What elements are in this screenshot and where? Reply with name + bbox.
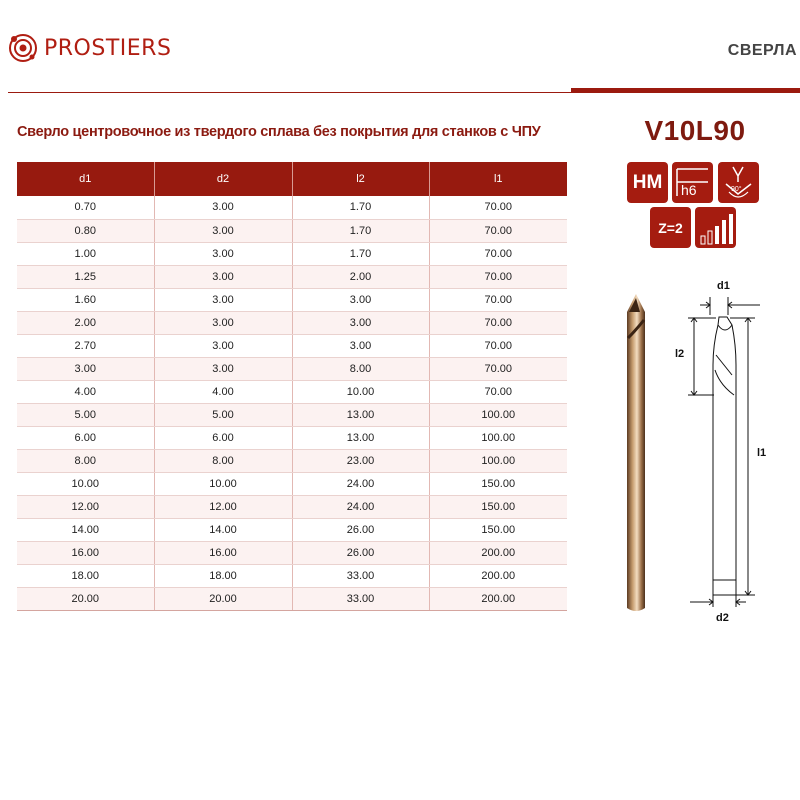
logo-icon [8,33,38,63]
table-cell: 70.00 [429,288,567,311]
table-cell: 200.00 [429,564,567,587]
table-cell: 1.70 [292,242,429,265]
table-cell: 33.00 [292,564,429,587]
table-cell: 200.00 [429,541,567,564]
table-cell: 6.00 [154,426,292,449]
table-cell: 1.70 [292,219,429,242]
table-cell: 150.00 [429,518,567,541]
table-cell: 3.00 [154,219,292,242]
flutes-badge [650,207,691,248]
application-bars-icon [695,207,736,248]
application-badge [695,207,736,248]
table-cell: 3.00 [154,196,292,219]
table-cell: 100.00 [429,403,567,426]
material-badge [627,162,668,203]
table-cell: 33.00 [292,587,429,610]
table-cell: 2.70 [17,334,154,357]
table-row [17,518,567,541]
table-row [17,380,567,403]
table-cell: 70.00 [429,265,567,288]
table-cell: 3.00 [154,311,292,334]
label-l2: l2 [675,348,685,360]
material-label: HM [632,171,663,193]
table-cell: 70.00 [429,311,567,334]
label-d2: d2 [716,612,729,624]
shank-tolerance-badge [672,162,713,203]
table-cell: 3.00 [154,334,292,357]
column-header: l2 [292,162,429,196]
table-cell: 1.25 [17,265,154,288]
table-cell: 1.70 [292,196,429,219]
table-row [17,334,567,357]
table-row [17,541,567,564]
table-cell: 100.00 [429,449,567,472]
table-cell: 24.00 [292,495,429,518]
table-cell: 12.00 [154,495,292,518]
table-cell: 5.00 [17,403,154,426]
table-cell: 4.00 [154,380,292,403]
table-cell: 3.00 [154,265,292,288]
column-header: l1 [429,162,567,196]
table-cell: 3.00 [154,357,292,380]
point-angle-label: 90° [731,186,742,193]
table-cell: 10.00 [17,472,154,495]
table-cell: 20.00 [154,587,292,610]
table-cell: 1.00 [17,242,154,265]
table-cell: 16.00 [154,541,292,564]
table-cell: 8.00 [154,449,292,472]
table-cell: 0.80 [17,219,154,242]
table-cell: 5.00 [154,403,292,426]
table-row [17,449,567,472]
table-cell: 3.00 [292,334,429,357]
table-cell: 2.00 [292,265,429,288]
table-cell: 13.00 [292,403,429,426]
table-row [17,219,567,242]
point-angle-badge [718,162,759,203]
table-cell: 3.00 [154,242,292,265]
table-cell: 20.00 [17,587,154,610]
table-cell: 70.00 [429,357,567,380]
table-cell: 70.00 [429,196,567,219]
shank-tolerance-label: h6 [681,182,697,198]
table-row [17,472,567,495]
table-cell: 2.00 [17,311,154,334]
table-cell: 8.00 [292,357,429,380]
label-l1: l1 [757,447,767,459]
brand-name: PROSTIERS [44,35,172,61]
table-cell: 24.00 [292,472,429,495]
table-cell: 26.00 [292,541,429,564]
table-row [17,265,567,288]
product-subtitle: Сверло центровочное из твердого сплава без покрытия для станков с ЧПУ [17,124,541,140]
table-cell: 26.00 [292,518,429,541]
spec-table [17,162,567,611]
column-header: d2 [154,162,292,196]
table-cell: 10.00 [154,472,292,495]
table-cell: 100.00 [429,426,567,449]
table-cell: 150.00 [429,495,567,518]
table-row [17,403,567,426]
table-row [17,426,567,449]
table-cell: 200.00 [429,587,567,610]
table-row [17,288,567,311]
table-cell: 23.00 [292,449,429,472]
table-cell: 0.70 [17,196,154,219]
table-row [17,242,567,265]
table-cell: 3.00 [154,288,292,311]
table-cell: 18.00 [154,564,292,587]
table-cell: 18.00 [17,564,154,587]
table-cell: 70.00 [429,219,567,242]
product-model: V10L90 [644,115,746,146]
table-cell: 6.00 [17,426,154,449]
table-row [17,564,567,587]
table-cell: 14.00 [154,518,292,541]
table-row [17,196,567,219]
table-cell: 3.00 [292,311,429,334]
table-cell: 16.00 [17,541,154,564]
table-cell: 3.00 [17,357,154,380]
point-angle-icon [718,162,759,203]
table-row [17,311,567,334]
flutes-label: Z=2 [658,219,683,236]
table-cell: 70.00 [429,334,567,357]
table-row [17,357,567,380]
table-header-row [17,162,567,196]
drill-photo [616,290,656,620]
category-title: СВЕРЛА [727,42,797,59]
table-cell: 14.00 [17,518,154,541]
label-d1: d1 [717,280,730,292]
table-cell: 4.00 [17,380,154,403]
table-cell: 3.00 [292,288,429,311]
table-row [17,587,567,610]
brand-logo[interactable] [8,33,171,63]
table-cell: 150.00 [429,472,567,495]
header-accent-bar [571,88,800,93]
table-cell: 13.00 [292,426,429,449]
table-row [17,495,567,518]
table-cell: 8.00 [17,449,154,472]
table-cell: 1.60 [17,288,154,311]
table-cell: 12.00 [17,495,154,518]
table-cell: 10.00 [292,380,429,403]
header [0,0,800,100]
table-cell: 70.00 [429,380,567,403]
table-cell: 70.00 [429,242,567,265]
column-header: d1 [17,162,154,196]
